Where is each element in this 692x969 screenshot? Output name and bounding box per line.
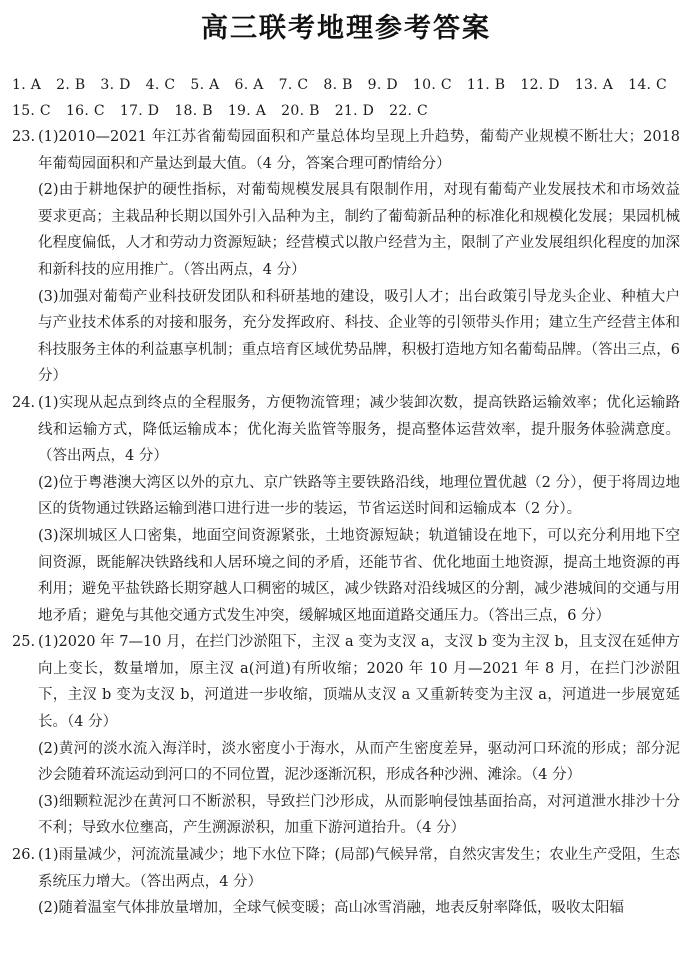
choice-answers-line-1 <box>12 72 680 98</box>
page-title: 高三联考地理参考答案 <box>201 13 491 44</box>
choice-answer: 8. B <box>323 77 353 93</box>
answer-part: (2)黄河的淡水流入海洋时，淡水密度小于海水，从而产生密度差异，驱动河口环流的形成；部分泥沙会随着环流运动到河口的不同位置，泥沙逐渐沉积，形成各种沙洲、滩涂。（4 分） <box>38 740 680 784</box>
choice-answer: 15. C <box>12 103 51 119</box>
choice-answer: 7. C <box>278 77 309 93</box>
answer-part: (1)2020 年 7—10 月，在拦门沙淤阻下，主汊 a 变为支汊 a，支汊 b 变为主汊 b，且支汊在延伸方向上变长，数量增加，原主汊 a(河道)有所收缩；2020 年 10 月—2021 年 8 月，在拦门沙淤阻下，主汊 b 变为支汊 b，河道进一步收缩，顶端从支汊 a 又重新转变为主汊 a，河道进一步展宽延长。（4 分） <box>38 634 680 731</box>
choice-answer: 6. A <box>234 77 264 93</box>
answer-part: (1)实现从起点到终点的全程服务，方便物流管理；减少装卸次数，提高铁路运输效率；优化运输路线和运输方式，降低运输成本；优化海关监管等服务，提高整体运营效率，提升服务体验满意度。（答出两点，4 分） <box>38 394 680 465</box>
question-number: 26. <box>12 847 36 864</box>
question-number: 25. <box>12 634 36 651</box>
question-23 <box>12 124 680 390</box>
choice-answer: 13. A <box>574 77 614 93</box>
answer-part: (3)细颗粒泥沙在黄河口不断淤积，导致拦门沙形成，从而影响侵蚀基面抬高，对河道泄水排沙十分不利；导致水位壅高，产生溯源淤积，加重下游河道抬升。（4 分） <box>38 793 680 837</box>
choice-answer: 1. A <box>12 77 42 93</box>
answer-part: (3)加强对葡萄产业科技研发团队和科研基地的建设，吸引人才；出台政策引导龙头企业、种植大户与产业技术体系的对接和服务，充分发挥政府、科技、企业等的引领带头作用；建立生产经营主体和科技服务主体的利益惠享机制；重点培育区域优势品牌，积极打造地方知名葡萄品牌。（答出三点，6 分） <box>38 288 680 385</box>
answer-part: (2)由于耕地保护的硬性指标，对葡萄规模发展具有限制作用，对现有葡萄产业发展技术和市场效益要求更高；主栽品种长期以国外引入品种为主，制约了葡萄新品种的标准化和规模化发展；果园机械化程度偏低，人才和劳动力资源短缺；经营模式以散户经营为主，限制了产业发展组织化程度的加深和新科技的应用推广。（答出两点，4 分） <box>38 182 680 278</box>
answer-part: (2)位于粤港澳大湾区以外的京九、京广铁路等主要铁路沿线，地理位置优越（2 分），便于将周边地区的货物通过铁路运输到港口进行进一步的装运，节省运送时间和运输成本（2 分）。 <box>38 474 680 518</box>
choice-answer: 2. B <box>56 77 86 93</box>
answer-part: (3)深圳城区人口密集，地面空间资源紧张，土地资源短缺；轨道铺设在地下，可以充分利用地下空间资源，既能解决铁路线和人居环境之间的矛盾，还能节省、优化地面土地资源，提高土地资源的再利用；避免平盐铁路长期穿越人口稠密的城区，减少铁路对沿线城区的分割，减少港城间的交通与用地矛盾；避免与其他交通方式发生冲突，缓解城区地面道路交通压力。（答出三点，6 分） <box>38 527 680 624</box>
question-24 <box>12 390 680 629</box>
choice-answers-line-2 <box>12 98 680 124</box>
choice-answer: 9. D <box>367 77 398 93</box>
choice-answer: 4. C <box>145 77 176 93</box>
choice-answer: 18. B <box>174 103 213 119</box>
question-25 <box>12 629 680 842</box>
choice-answer: 22. C <box>389 103 429 119</box>
answer-part: (2)随着温室气体排放量增加，全球气候变暖；高山冰雪消融，地表反射率降低，吸收太阳辐 <box>38 900 625 917</box>
choice-answer: 12. D <box>520 77 560 93</box>
choice-answer: 17. D <box>119 103 160 119</box>
answer-part: (1)雨量减少，河流流量减少；地下水位下降；(局部)气候异常，自然灾害发生；农业生产受阻，生态系统压力增大。（答出两点，4 分） <box>38 847 680 890</box>
choice-answer: 10. C <box>412 77 452 93</box>
answer-content <box>12 72 680 922</box>
question-number: 24. <box>12 394 36 411</box>
choice-answer: 19. A <box>227 103 267 119</box>
choice-answer: 5. A <box>190 77 220 93</box>
choice-answer: 21. D <box>334 103 375 119</box>
choice-answer: 3. D <box>100 77 131 93</box>
choice-answer: 16. C <box>65 103 105 119</box>
question-number: 23. <box>12 129 36 145</box>
choice-answer: 14. C <box>628 77 668 93</box>
choice-answer: 20. B <box>281 103 320 119</box>
question-26 <box>12 842 680 922</box>
choice-answer: 11. B <box>466 77 506 93</box>
answer-part: (1)2010—2021 年江苏省葡萄园面积和产量总体均呈现上升趋势，葡萄产业规模不断壮大；2018 年葡萄园面积和产量达到最大值。（4 分，答案合理可酌情给分） <box>38 129 680 172</box>
